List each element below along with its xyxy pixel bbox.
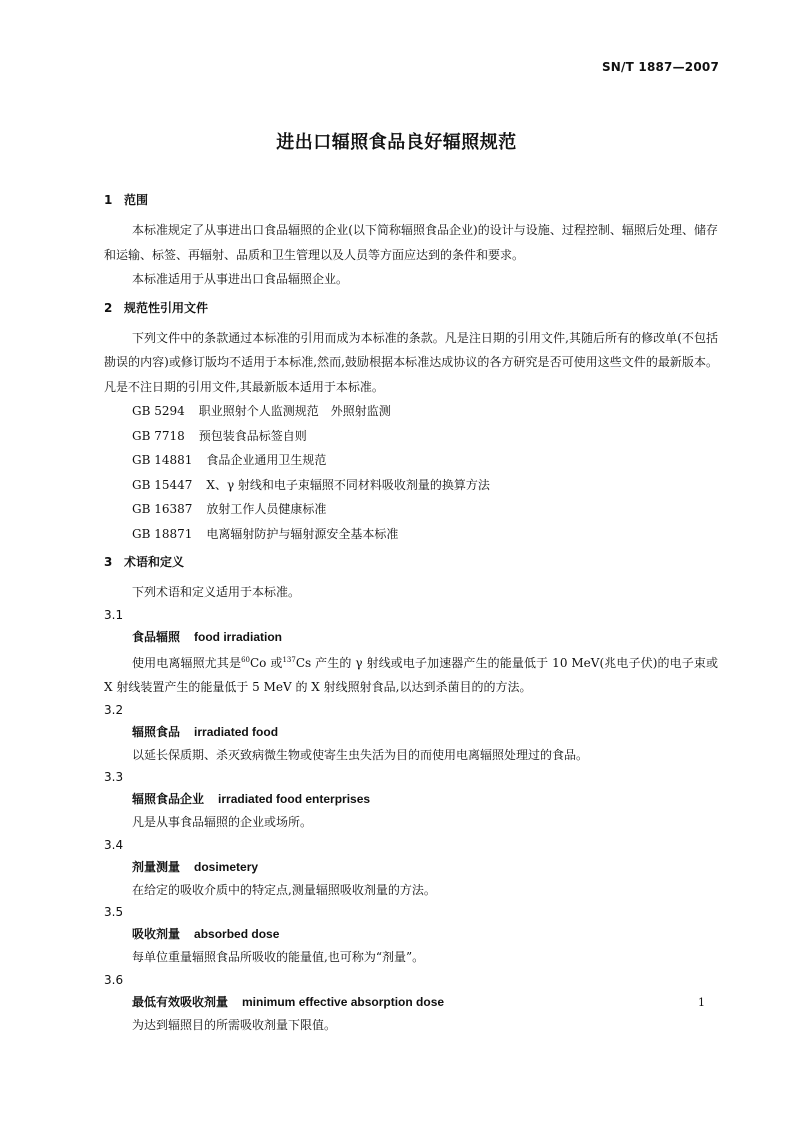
term-chinese: 剂量测量 (132, 859, 181, 874)
section-1-heading (104, 188, 718, 212)
term-chinese: 辐照食品 (132, 724, 181, 739)
term-definition: 为达到辐照目的所需吸收剂量下限值。 (132, 1017, 337, 1032)
term-heading (104, 626, 718, 648)
term-chinese: 吸收剂量 (132, 927, 181, 941)
document-body (104, 188, 718, 1037)
term-english: dosimetery (194, 859, 259, 874)
standard-number: SN/T 1887—2007 (601, 60, 719, 74)
section-number: 3 (104, 555, 113, 569)
paragraph: 本标准适用于从事进出口食品辐照企业。 (132, 272, 349, 286)
reference-title: X、γ 射线和电子束辐照不同材料吸收剂量的换算方法 (206, 477, 490, 492)
reference-title: 食品企业通用卫生规范 (206, 453, 327, 467)
term-number: 3.2 (104, 702, 124, 717)
reference-code: GB 16387 (132, 502, 193, 516)
term-number: 3.5 (104, 905, 124, 919)
term-number: 3.6 (104, 972, 124, 987)
term-number: 3.4 (104, 837, 124, 852)
term-definition: 凡是从事食品辐照的企业或场所。 (132, 815, 313, 829)
document-title: 进出口辐照食品良好辐照规范 (276, 132, 517, 153)
paragraph: 下列术语和定义适用于本标准。 (132, 585, 301, 599)
term-heading (104, 788, 718, 810)
term-definition: 以延长保质期、杀灭致病微生物或使寄生虫失活为目的而使用电离辐照处理过的食品。 (132, 747, 589, 762)
term-number: 3.1 (104, 607, 124, 622)
isotope-mass-number: 60 (241, 655, 250, 664)
reference-item (104, 399, 718, 424)
reference-item (104, 424, 718, 449)
definition-text: 使用电离辐照尤其是 (132, 655, 242, 670)
section-3-heading (104, 550, 718, 574)
reference-title: 放射工作人员健康标准 (206, 502, 327, 516)
section-2-heading (104, 296, 718, 320)
term-definition: 在给定的吸收介质中的特定点,测量辐照吸收剂量的方法。 (132, 882, 436, 897)
section-title: 范围 (124, 193, 149, 207)
reference-item (104, 522, 718, 547)
term-english: irradiated food enterprises (218, 792, 371, 806)
definition-text: Co 或 (249, 655, 283, 670)
reference-title: 职业照射个人监测规范 外照射监测 (198, 404, 391, 418)
isotope-mass-number: 137 (282, 655, 296, 664)
reference-code: GB 7718 (132, 428, 185, 443)
reference-item (104, 448, 718, 473)
reference-code: GB 14881 (132, 453, 193, 467)
page-number: 1 (698, 996, 705, 1009)
term-english: irradiated food (194, 724, 279, 739)
paragraph: 下列文件中的条款通过本标准的引用而成为本标准的条款。凡是注日期的引用文件,其随后所有的修改单(不包括勘误的内容)或修订版均不适用于本标准,然而,鼓励根据本标准达成协议的各方研究是否可使用这些文件的最新版本。凡是不注日期的引用文件,其最新版本适用于本标准。 (104, 330, 718, 394)
reference-list (104, 399, 718, 546)
section-title: 规范性引用文件 (124, 300, 209, 315)
reference-item (104, 497, 718, 522)
term-number: 3.3 (104, 770, 124, 784)
definition-text: Cs 产生的 γ 射线或电子加速器产生的能量低于 10 MeV(兆电子伏)的电子束或 X 射线装置产生的能量低于 5 MeV 的 X 射线照射食品,以达到杀菌目的的方法。 (104, 655, 718, 694)
term-chinese: 最低有效吸收剂量 (132, 994, 229, 1009)
term-heading (104, 856, 718, 878)
term-english: absorbed dose (194, 927, 280, 941)
term-definition (104, 648, 718, 700)
reference-title: 预包装食品标签自则 (198, 428, 307, 443)
term-english: food irradiation (194, 629, 283, 644)
term-heading (104, 721, 718, 743)
reference-code: GB 5294 (132, 404, 185, 418)
reference-title: 电离辐射防护与辐射源安全基本标准 (206, 526, 399, 541)
term-definition: 每单位重量辐照食品所吸收的能量值,也可称为“剂量”。 (132, 950, 425, 964)
paragraph: 本标准规定了从事进出口食品辐照的企业(以下简称辐照食品企业)的设计与设施、过程控制、辐照后处理、储存和运输、标签、再辐射、品质和卫生管理以及人员等方面应达到的条件和要求。 (104, 223, 718, 262)
term-heading (104, 923, 718, 945)
section-title: 术语和定义 (124, 555, 185, 569)
term-chinese: 食品辐照 (132, 629, 181, 644)
term-english: minimum effective absorption dose (242, 994, 445, 1009)
section-number: 2 (104, 300, 113, 315)
term-heading (104, 991, 718, 1013)
term-chinese: 辐照食品企业 (132, 792, 205, 806)
section-number: 1 (104, 193, 113, 207)
reference-code: GB 18871 (132, 526, 193, 541)
reference-code: GB 15447 (132, 477, 193, 492)
reference-item (104, 473, 718, 498)
